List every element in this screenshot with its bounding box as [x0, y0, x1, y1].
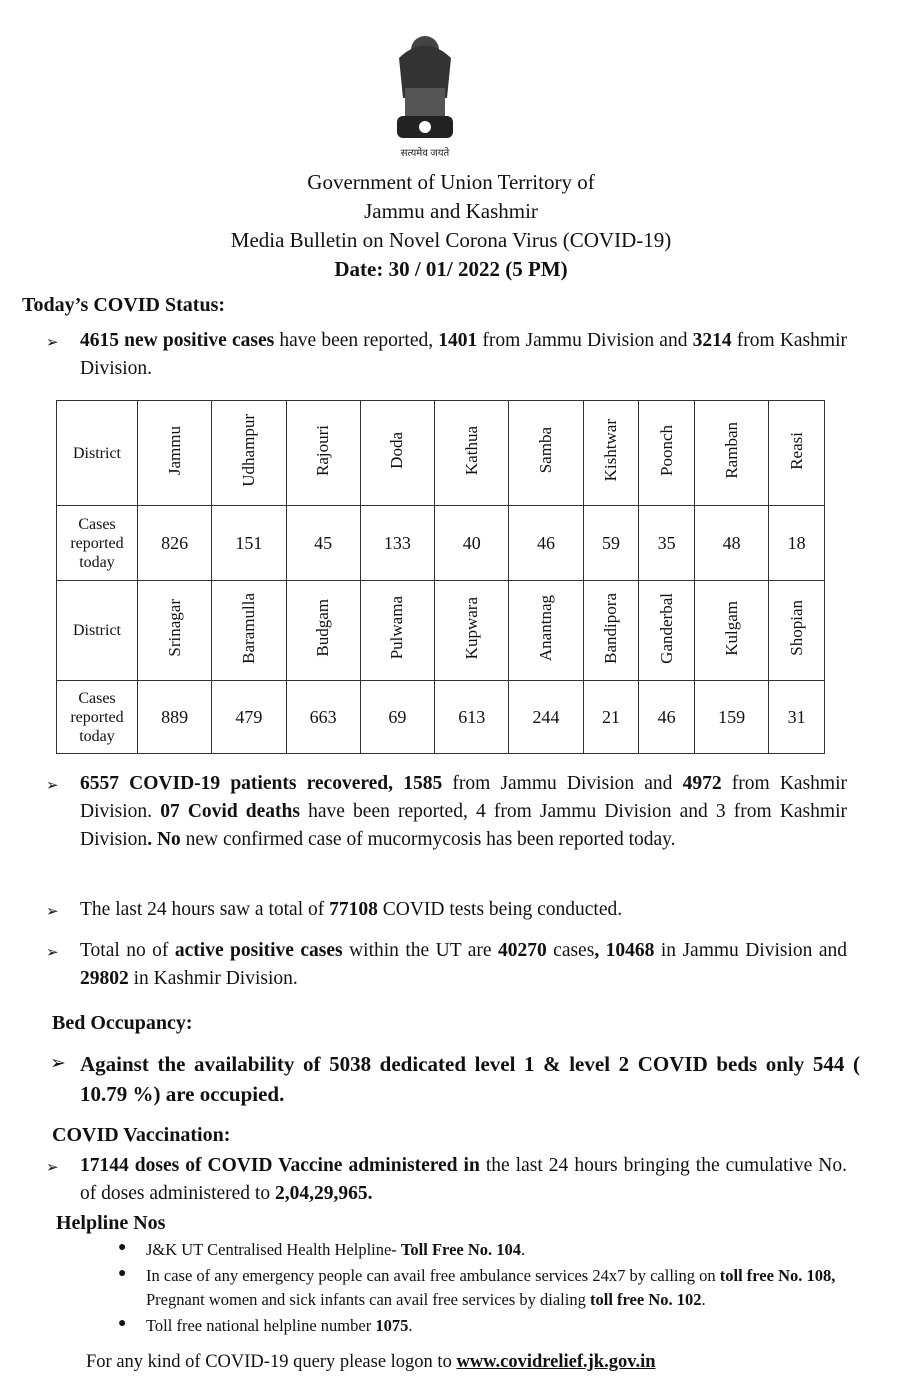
bold-text-segment: 6557 COVID-19 patients recovered, 1585 — [80, 773, 443, 794]
text-segment: . — [408, 1316, 413, 1335]
text-segment: in Jammu Division and — [654, 940, 847, 961]
text-segment: COVID tests being conducted. — [377, 899, 623, 920]
case-count: 69 — [360, 681, 434, 754]
case-count: 21 — [583, 681, 639, 754]
text-segment: from Jammu Division and — [477, 330, 693, 351]
active-cases-paragraph — [80, 937, 847, 993]
national-emblem-icon — [385, 28, 465, 163]
case-count: 46 — [639, 681, 695, 754]
helpline-item — [146, 1238, 866, 1262]
text-segment: from Jammu Division and — [442, 773, 683, 794]
district-label: District — [57, 581, 138, 681]
district-name-cell — [694, 401, 768, 506]
district-name: Pulwama — [387, 596, 407, 660]
text-segment: Toll free national helpline number — [146, 1316, 376, 1335]
text-segment: . — [521, 1240, 526, 1259]
kashmir-district-row — [57, 581, 825, 681]
district-label: District — [57, 401, 138, 506]
footer — [86, 1352, 656, 1373]
district-name: Bandipora — [600, 592, 620, 664]
helpline-item — [146, 1314, 866, 1338]
kashmir-cases-row — [57, 681, 825, 754]
district-name-cell — [435, 401, 509, 506]
district-name-cell — [212, 581, 286, 681]
new-cases-paragraph — [80, 327, 847, 383]
bold-text-segment: active positive cases — [174, 940, 343, 961]
text-segment: new confirmed case of mucormycosis has been reported today. — [180, 829, 676, 850]
district-name-cell — [138, 581, 212, 681]
district-name-cell — [286, 581, 360, 681]
text-segment: cases — [546, 940, 595, 961]
district-name: Kulgam — [721, 600, 741, 656]
bold-text-segment: 4972 — [682, 773, 722, 794]
text-segment: have been reported, — [274, 330, 439, 351]
district-name: Kishtwar — [600, 419, 620, 482]
bold-text-segment: 77108 — [329, 899, 378, 920]
text-segment: Total no of — [80, 940, 175, 961]
district-name-cell — [639, 581, 695, 681]
district-name: Udhampur — [238, 414, 258, 487]
bulletin-header — [0, 168, 902, 284]
case-count: 40 — [435, 506, 509, 581]
helpline-item — [146, 1264, 851, 1312]
district-name-cell — [286, 401, 360, 506]
bold-text-segment: 07 Covid deaths — [160, 801, 300, 822]
district-name-cell — [435, 581, 509, 681]
text-segment: In case of any emergency people can avail free ambulance services 24x7 by calling on — [146, 1266, 720, 1285]
district-name: Rajouri — [313, 425, 333, 476]
case-count: 663 — [286, 681, 360, 754]
district-name: Reasi — [786, 431, 806, 470]
bold-text-segment: 3214 — [692, 330, 732, 351]
jammu-district-row — [57, 401, 825, 506]
tests-paragraph — [80, 896, 847, 924]
case-count: 159 — [694, 681, 768, 754]
bed-occupancy-heading: Bed Occupancy: — [52, 1012, 193, 1034]
arrow-bullet-icon: ➢ — [46, 1160, 59, 1176]
arrow-bullet-icon: ➢ — [46, 335, 59, 351]
district-name-cell — [639, 401, 695, 506]
bold-text-segment: 17144 doses of COVID Vaccine administered in — [80, 1155, 480, 1176]
jammu-cases-row — [57, 506, 825, 581]
bold-text-segment: 1401 — [438, 330, 478, 351]
district-name-cell — [509, 581, 583, 681]
bed-occupancy-text: Against the availability of 5038 dedicated level 1 & level 2 COVID beds only 544 ( 10.79 %) are occupied. — [80, 1052, 860, 1106]
header-line-2: Jammu and Kashmir — [364, 199, 538, 223]
case-count: 479 — [212, 681, 286, 754]
arrow-bullet-icon: ➢ — [46, 778, 59, 794]
header-line-3: Media Bulletin on Novel Corona Virus (COVID-19) — [230, 228, 672, 252]
district-name-cell — [769, 401, 825, 506]
bulletin-date: Date: 30 / 01/ 2022 (5 PM) — [334, 257, 568, 281]
district-name-cell — [360, 401, 434, 506]
footer-text: For any kind of COVID-19 query please logon to — [86, 1352, 457, 1372]
case-count: 46 — [509, 506, 583, 581]
case-count: 35 — [639, 506, 695, 581]
recovered-paragraph — [80, 770, 847, 854]
vaccination-heading: COVID Vaccination: — [52, 1124, 231, 1146]
district-name-cell — [212, 401, 286, 506]
text-segment: have been reported, 4 from Jammu Division and 3 from Kashmir Division — [80, 801, 847, 850]
district-name: Poonch — [656, 425, 676, 476]
bold-text-segment: , 10468 — [594, 940, 655, 961]
case-count: 826 — [138, 506, 212, 581]
bold-text-segment: . No — [147, 829, 181, 850]
case-count: 45 — [286, 506, 360, 581]
bold-text-segment: toll free No. 102 — [589, 1290, 702, 1309]
text-segment: Pregnant women and sick infants can avail free services by dialing — [146, 1290, 590, 1309]
bold-text-segment: 1075 — [375, 1316, 409, 1335]
arrow-bullet-icon: ➢ — [46, 945, 59, 961]
case-count: 889 — [138, 681, 212, 754]
district-name-cell — [509, 401, 583, 506]
bullet-icon: ● — [118, 1240, 127, 1255]
text-segment: from Kashmir Division. — [80, 330, 847, 379]
case-count: 151 — [212, 506, 286, 581]
helpline-heading: Helpline Nos — [56, 1212, 166, 1234]
district-name: Shopian — [786, 600, 806, 656]
district-name-cell — [694, 581, 768, 681]
svg-text:सत्यमेव जयते: सत्यमेव जयते — [400, 148, 450, 159]
text-segment: from Kashmir Division. — [80, 773, 848, 822]
text-segment: the last 24 hours bringing the cumulative No. of doses administered to — [80, 1155, 847, 1204]
text-segment: The last 24 hours saw a total of — [80, 899, 330, 920]
bold-text-segment: 2,04,29,965. — [274, 1183, 373, 1204]
district-name: Baramulla — [238, 592, 258, 664]
status-heading: Today’s COVID Status: — [22, 294, 226, 316]
case-count: 31 — [769, 681, 825, 754]
district-name-cell — [360, 581, 434, 681]
district-name: Doda — [387, 432, 407, 469]
district-name: Jammu — [164, 425, 184, 476]
arrow-bullet-icon: ➢ — [50, 1053, 66, 1074]
case-count: 59 — [583, 506, 639, 581]
case-count: 48 — [694, 506, 768, 581]
text-segment: J&K UT Centralised Health Helpline- — [146, 1240, 401, 1259]
district-name-cell — [583, 581, 639, 681]
bold-text-segment: Toll Free No. 104 — [400, 1240, 522, 1259]
bold-text-segment: 40270 — [497, 940, 547, 961]
text-segment: . — [701, 1290, 706, 1309]
district-name: Anantnag — [535, 594, 555, 662]
district-name: Budgam — [313, 599, 333, 657]
district-name-cell — [583, 401, 639, 506]
case-count: 244 — [509, 681, 583, 754]
covidrelief-link[interactable]: www.covidrelief.jk.gov.in — [456, 1352, 656, 1372]
district-name: Ramban — [721, 422, 741, 479]
case-count: 613 — [435, 681, 509, 754]
district-name: Srinagar — [164, 599, 184, 657]
header-line-1: Government of Union Territory of — [307, 170, 595, 194]
bullet-icon: ● — [118, 1266, 127, 1281]
bold-text-segment: 4615 new positive cases — [80, 330, 275, 351]
district-name: Samba — [535, 427, 555, 474]
district-name-cell — [138, 401, 212, 506]
text-segment: in Kashmir Division. — [128, 968, 298, 989]
district-name: Kathua — [461, 425, 481, 476]
district-name: Kupwara — [461, 596, 481, 660]
bold-text-segment: toll free No. 108, — [719, 1266, 836, 1285]
case-count: 133 — [360, 506, 434, 581]
case-count: 18 — [769, 506, 825, 581]
text-segment: within the UT are — [342, 940, 498, 961]
cases-label: Cases reported today — [57, 681, 138, 754]
bold-text-segment: 29802 — [80, 968, 129, 989]
district-cases-table — [56, 400, 825, 754]
district-name-cell — [769, 581, 825, 681]
district-name: Ganderbal — [656, 592, 676, 664]
arrow-bullet-icon: ➢ — [46, 904, 59, 920]
bullet-icon: ● — [118, 1316, 127, 1331]
cases-label: Cases reported today — [57, 506, 138, 581]
vaccination-paragraph — [80, 1152, 847, 1208]
